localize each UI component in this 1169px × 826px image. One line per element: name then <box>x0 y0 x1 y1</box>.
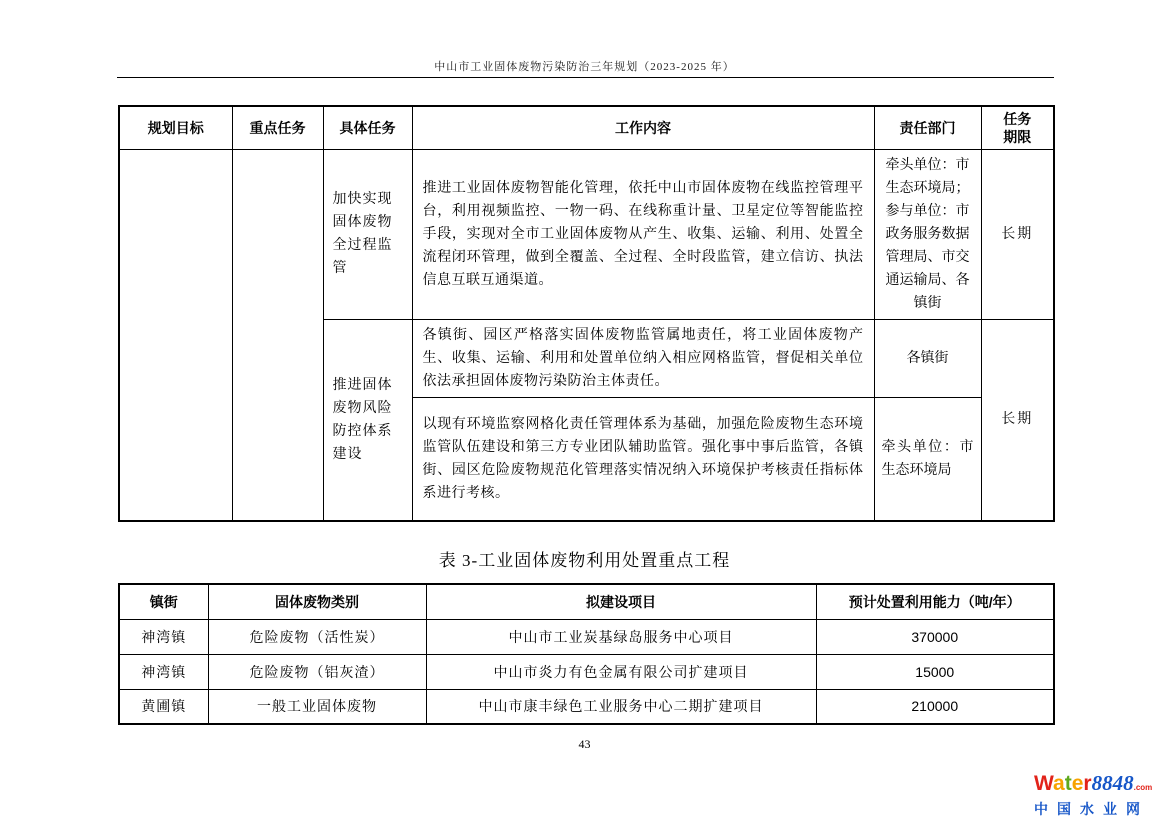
projects-table-header-row <box>119 584 1054 619</box>
projects-table-title: 表 3-工业固体废物利用处置重点工程 <box>438 551 731 570</box>
cell-waste-category: 危险废物（铝灰渣） <box>208 654 426 689</box>
cell-work-content-2b: 以现有环境监察网格化责任管理体系为基础，加强危险废物生态环境监管队伍建设和第三方专业团队辅助监管。强化事中事后监管，各镇街、园区危险废物规范化管理落实情况纳入环境保护考核责任指标体系进行考核。 <box>412 397 874 521</box>
logo-letter: a <box>1053 772 1065 795</box>
header-divider-line <box>117 77 1054 78</box>
column-header-task-period: 任务期限 <box>981 106 1054 149</box>
cell-planning-goal-empty <box>119 149 232 521</box>
cell-responsible-dept-2a: 各镇街 <box>874 319 981 397</box>
column-header-specific-task: 具体任务 <box>323 106 412 149</box>
logo-number: 8848 <box>1091 771 1134 795</box>
column-header-key-task: 重点任务 <box>232 106 323 149</box>
table-row <box>119 149 1054 319</box>
logo-letter: W <box>1034 772 1054 795</box>
cell-town: 神湾镇 <box>119 654 208 689</box>
logo-letter: e <box>1071 772 1084 795</box>
logo-letter: r <box>1083 772 1092 795</box>
logo-letter: t <box>1064 772 1072 795</box>
cell-project: 中山市康丰绿色工业服务中心二期扩建项目 <box>426 689 816 724</box>
planning-table-header-row <box>119 106 1054 149</box>
column-header-capacity: 预计处置利用能力（吨/年） <box>816 584 1054 619</box>
cell-period-2: 长期 <box>981 319 1054 521</box>
cell-waste-category: 危险废物（活性炭） <box>208 619 426 654</box>
cell-responsible-dept-2b: 牵头单位：市生态环境局 <box>874 397 981 521</box>
cell-responsible-dept-1: 牵头单位：市生态环境局；参与单位：市政务服务数据管理局、市交通运输局、各镇街 <box>874 149 981 319</box>
logo-subtitle: 中国水业网 <box>1034 801 1149 817</box>
watermark-logo <box>1034 772 1164 819</box>
cell-town: 神湾镇 <box>119 619 208 654</box>
planning-tasks-table <box>118 105 1055 522</box>
column-header-town: 镇街 <box>119 584 208 619</box>
cell-capacity: 370000 <box>816 619 1054 654</box>
table-row <box>119 654 1054 689</box>
cell-capacity: 15000 <box>816 654 1054 689</box>
key-projects-table <box>118 583 1055 725</box>
column-header-planning-goal: 规划目标 <box>119 106 232 149</box>
logo-wordmark <box>1034 772 1164 799</box>
cell-work-content-1: 推进工业固体废物智能化管理，依托中山市固体废物在线监控管理平台，利用视频监控、一物一码、在线称重计量、卫星定位等智能监控手段，实现对全市工业固体废物从产生、收集、运输、利用、处置全流程闭环管理，做到全覆盖、全过程、全时段监管，建立信访、执法信息互联互通渠道。 <box>412 149 874 319</box>
page-number: 43 <box>578 737 591 751</box>
cell-specific-task-1: 加快实现固体废物全过程监管 <box>323 149 412 319</box>
column-header-work-content: 工作内容 <box>412 106 874 149</box>
cell-project: 中山市炎力有色金属有限公司扩建项目 <box>426 654 816 689</box>
table-row <box>119 619 1054 654</box>
cell-waste-category: 一般工业固体废物 <box>208 689 426 724</box>
cell-specific-task-2: 推进固体废物风险防控体系建设 <box>323 319 412 521</box>
column-header-waste-category: 固体废物类别 <box>208 584 426 619</box>
logo-tld: .com <box>1133 783 1153 792</box>
cell-key-task-empty <box>232 149 323 521</box>
table-row <box>119 689 1054 724</box>
column-header-project: 拟建设项目 <box>426 584 816 619</box>
cell-capacity: 210000 <box>816 689 1054 724</box>
cell-project: 中山市工业炭基绿岛服务中心项目 <box>426 619 816 654</box>
cell-work-content-2a: 各镇街、园区严格落实固体废物监管属地责任，将工业固体废物产生、收集、运输、利用和处置单位纳入相应网格监管，督促相关单位依法承担固体废物污染防治主体责任。 <box>412 319 874 397</box>
cell-town: 黄圃镇 <box>119 689 208 724</box>
running-header-title: 中山市工业固体废物污染防治三年规划（2023-2025 年） <box>434 61 735 73</box>
column-header-responsible-dept: 责任部门 <box>874 106 981 149</box>
cell-period-1: 长期 <box>981 149 1054 319</box>
